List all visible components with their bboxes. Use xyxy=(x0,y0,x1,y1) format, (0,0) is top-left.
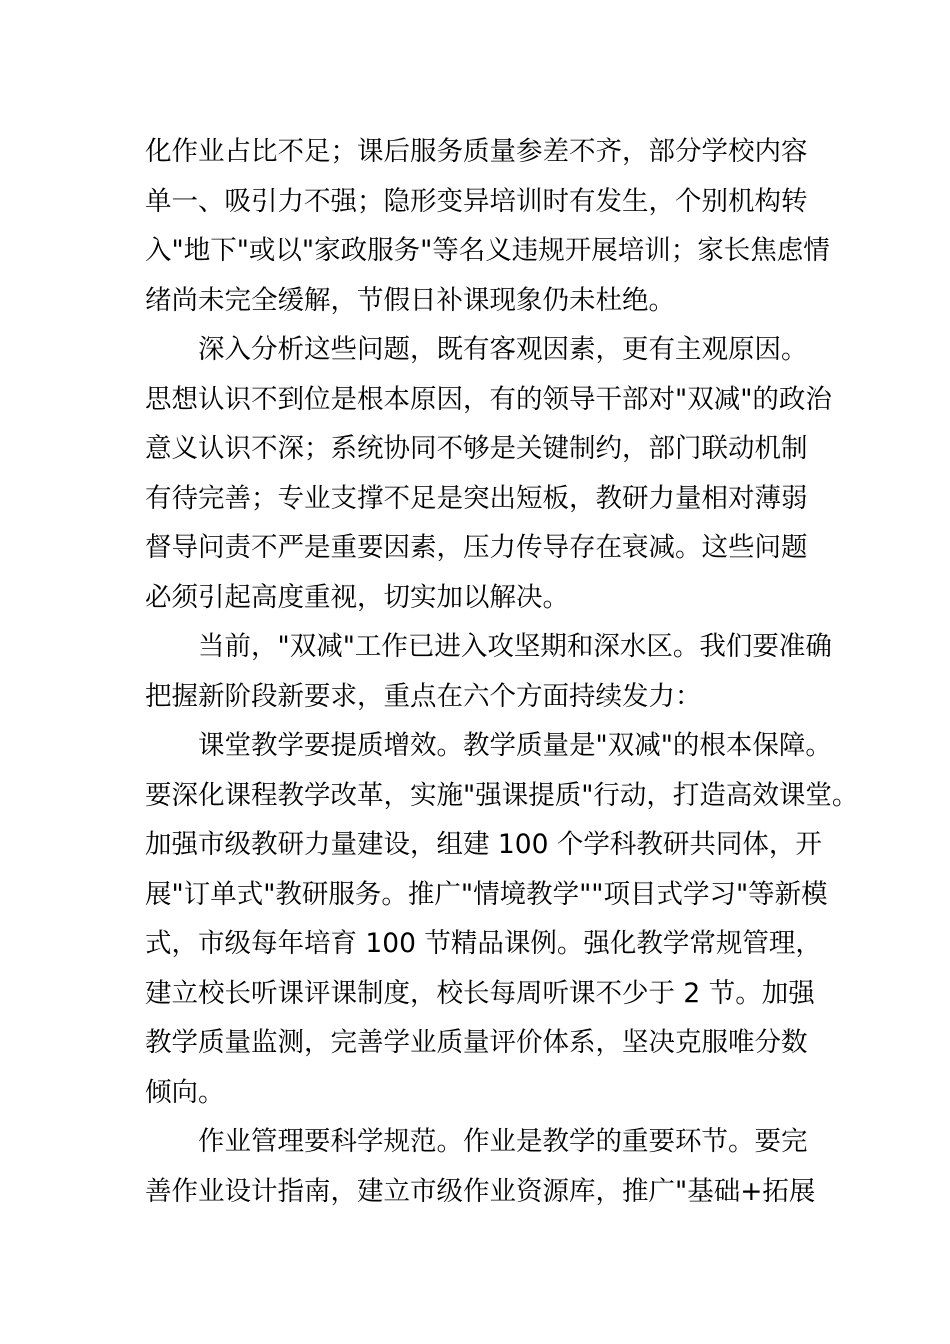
text-line: 当前，"双减"工作已进入攻坚期和深水区。我们要准确 xyxy=(145,631,832,662)
text-line: 要深化课程教学改革，实施"强课提质"行动，打造高效课堂。 xyxy=(145,779,859,811)
text-line: 绪尚未完全缓解，节假日补课现象仍未杜绝。 xyxy=(145,284,675,316)
text-line: 化作业占比不足；课后服务质量参差不齐，部分学校内容 xyxy=(145,136,808,167)
text-line: 式，市级每年培育 100 节精品课例。强化教学常规管理， xyxy=(145,928,822,959)
text-line: 作业管理要科学规范。作业是教学的重要环节。要完 xyxy=(145,1126,808,1157)
text-line: 倾向。 xyxy=(145,1076,225,1108)
text-line: 深入分析这些问题，既有客观因素，更有主观原因。 xyxy=(145,334,808,365)
text-line: 单一、吸引力不强；隐形变异培训时有发生，个别机构转 xyxy=(145,185,808,217)
text-line: 课堂教学要提质增效。教学质量是"双减"的根本保障。 xyxy=(145,730,832,761)
text-line: 有待完善；专业支撑不足是突出短板，教研力量相对薄弱 xyxy=(145,482,808,514)
document-body xyxy=(145,127,859,1216)
text-line: 加强市级教研力量建设，组建 100 个学科教研共同体，开 xyxy=(145,829,822,860)
text-line: 教学质量监测，完善学业质量评价体系，坚决克服唯分数 xyxy=(145,1027,808,1058)
text-line: 善作业设计指南，建立市级作业资源库，推广"基础+拓展 xyxy=(145,1175,816,1207)
text-line: 督导问责不严是重要因素，压力传导存在衰减。这些问题 xyxy=(145,532,808,563)
text-line: 必须引起高度重视，切实加以解决。 xyxy=(145,581,569,613)
text-line: 把握新阶段新要求，重点在六个方面持续发力： xyxy=(145,680,702,712)
text-line: 思想认识不到位是根本原因，有的领导干部对"双减"的政治 xyxy=(145,383,832,415)
text-line: 意义认识不深；系统协同不够是关键制约，部门联动机制 xyxy=(145,433,808,464)
text-line: 入"地下"或以"家政服务"等名义违规开展培训；家长焦虑情 xyxy=(145,235,830,266)
text-line: 建立校长听课评课制度，校长每周听课不少于 2 节。加强 xyxy=(145,977,815,1009)
text-line: 展"订单式"教研服务。推广"情境教学""项目式学习"等新模 xyxy=(145,878,828,910)
